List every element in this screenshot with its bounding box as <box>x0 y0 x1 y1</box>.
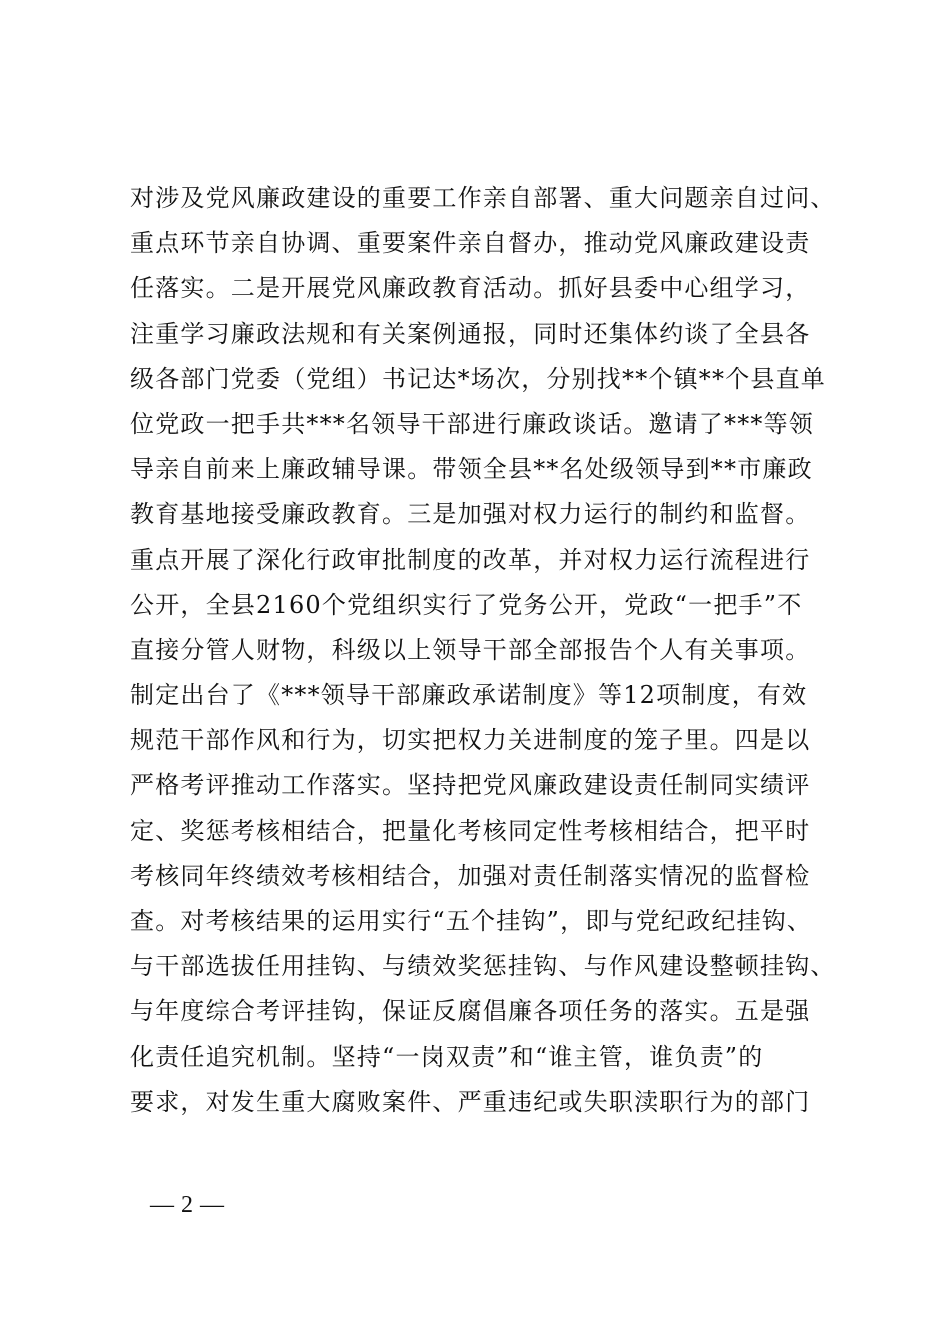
text-line: 规范干部作风和行为，切实把权力关进制度的笼子里。四是以 <box>130 726 811 755</box>
page-number: — 2 — <box>150 1192 225 1218</box>
text-line: 重点开展了深化行政审批制度的改革，并对权力运行流程进行 <box>130 545 811 574</box>
text-line: 导亲自前来上廉政辅导课。带领全县**名处级领导到**市廉政 <box>130 455 813 484</box>
text-line: 任落实。二是开展党风廉政教育活动。抓好县委中心组学习， <box>130 274 811 303</box>
text-line: 位党政一把手共***名领导干部进行廉政谈话。邀请了***等领 <box>130 409 814 438</box>
text-line: 查。对考核结果的运用实行“五个挂钩”，即与党纪政纪挂钩、 <box>130 907 813 935</box>
text-line: 公开，全县2160个党组织实行了党务公开，党政“一把手”不 <box>130 590 803 619</box>
text-line: 注重学习廉政法规和有关案例通报，同时还集体约谈了全县各 <box>130 319 811 348</box>
text-line: 与干部选拔任用挂钩、与绩效奖惩挂钩、与作风建设整顿挂钩、 <box>130 952 836 981</box>
text-line: 直接分管人财物，科级以上领导干部全部报告个人有关事项。 <box>130 635 811 664</box>
text-line: 要求，对发生重大腐败案件、严重违纪或失职渎职行为的部门 <box>130 1087 811 1116</box>
text-line: 化责任追究机制。坚持“一岗双责”和“谁主管，谁负责”的 <box>130 1042 764 1071</box>
body-paragraph <box>130 176 850 1125</box>
text-line: 严格考评推动工作落实。坚持把党风廉政建设责任制同实绩评 <box>130 771 811 800</box>
text-line: 考核同年终绩效考核相结合，加强对责任制落实情况的监督检 <box>130 861 811 890</box>
text-line: 级各部门党委（党组）书记达*场次，分别找**个镇**个县直单 <box>130 364 826 393</box>
text-line: 与年度综合考评挂钩，保证反腐倡廉各项任务的落实。五是强 <box>130 997 811 1026</box>
text-line: 重点环节亲自协调、重要案件亲自督办，推动党风廉政建设责 <box>130 229 811 258</box>
text-line: 对涉及党风廉政建设的重要工作亲自部署、重大问题亲自过问、 <box>130 184 836 212</box>
text-line: 定、奖惩考核相结合，把量化考核同定性考核相结合，把平时 <box>130 816 811 845</box>
text-line: 制定出台了《***领导干部廉政承诺制度》等12项制度，有效 <box>130 681 808 710</box>
text-line: 教育基地接受廉政教育。三是加强对权力运行的制约和监督。 <box>130 500 811 529</box>
